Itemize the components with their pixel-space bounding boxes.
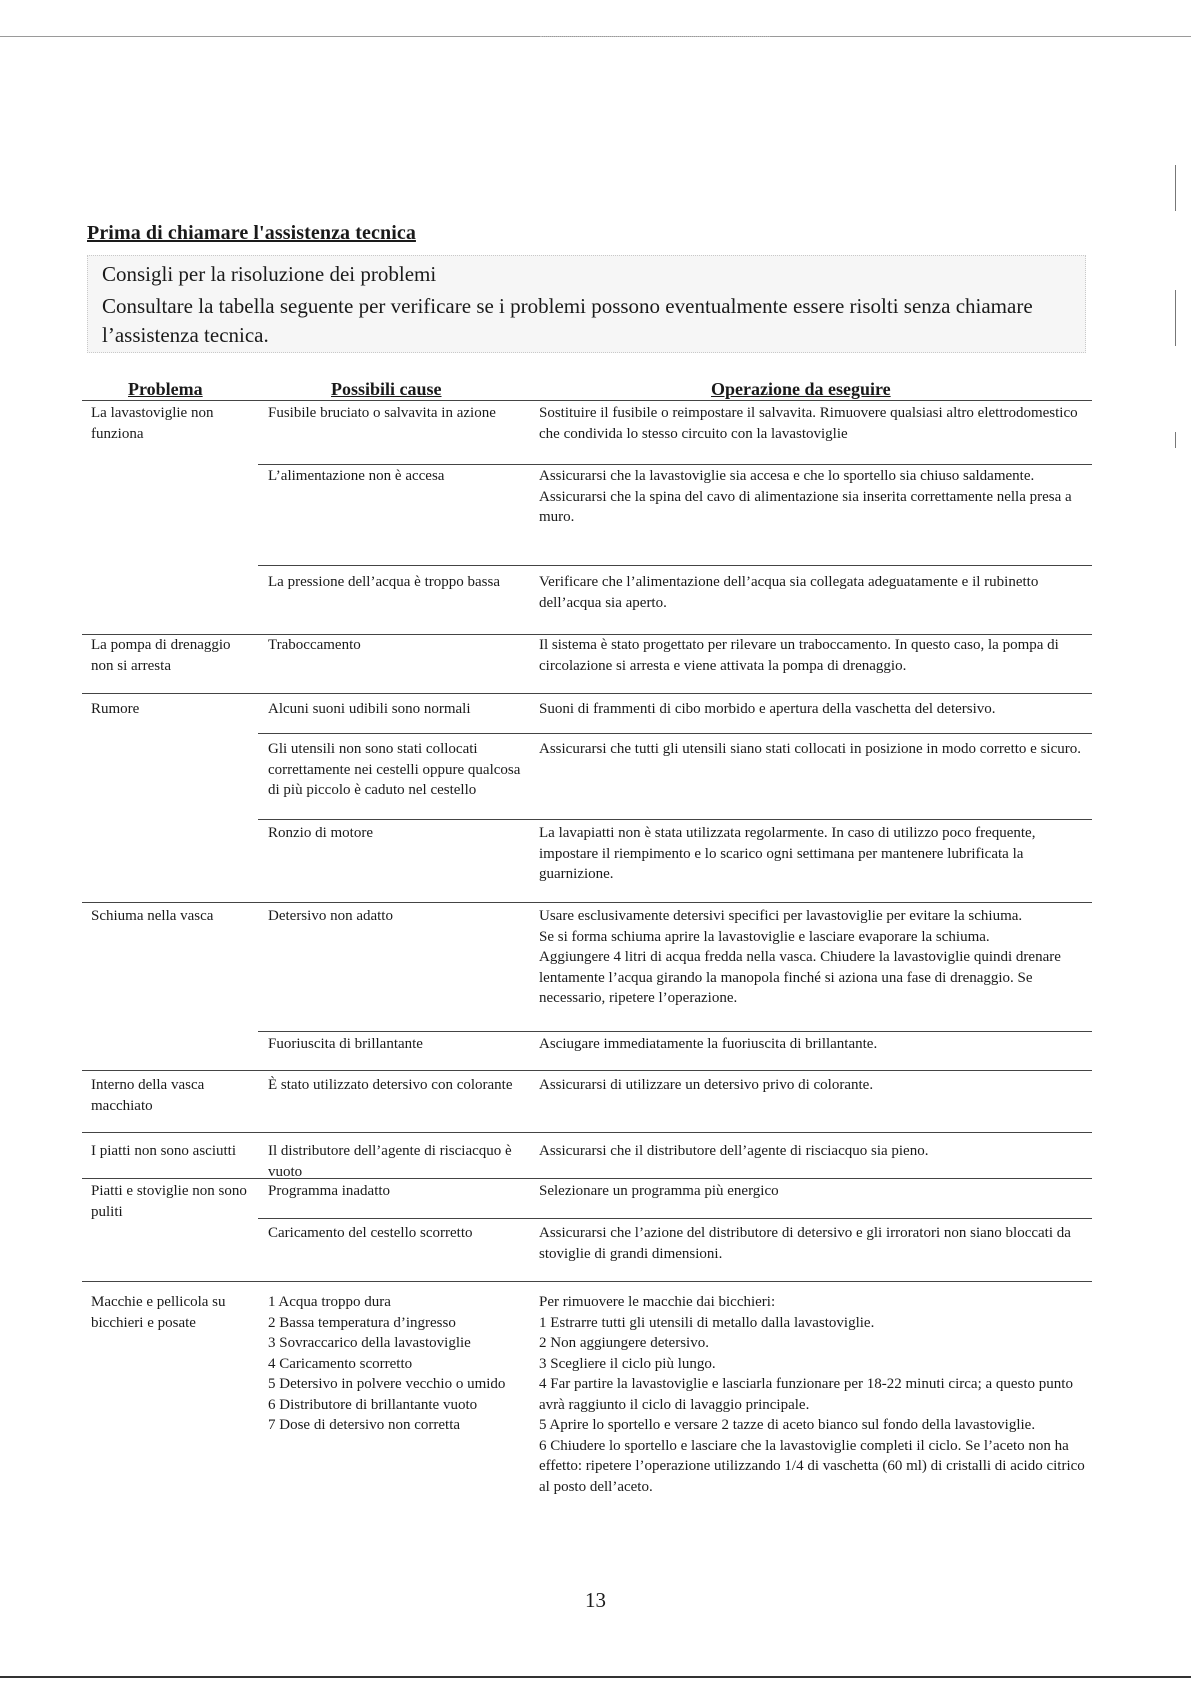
action-cell: La lavapiatti non è stata utilizzata regolarmente. In caso di utilizzo poco frequente, impostare il riempimento e lo scarico ogni settimana per mantenere lubrificata la guarnizione. [539, 825, 1036, 882]
cause-cell: Caricamento del cestello scorretto [268, 1225, 473, 1241]
cause-cell: Traboccamento [268, 637, 361, 653]
margin-mark [1175, 290, 1176, 346]
cause-cell: Il distributore dell’agente di risciacquo è vuoto [268, 1143, 512, 1180]
row-separator [258, 733, 1092, 734]
action-cell: Asciugare immediatamente la fuoriuscita di brillantante. [539, 1036, 878, 1052]
row-separator [82, 1132, 1092, 1133]
cause-cell: Programma inadatto [268, 1183, 391, 1199]
cause-cell: Detersivo non adatto [268, 908, 393, 924]
cause-cell: La pressione dell’acqua è troppo bassa [268, 574, 500, 590]
top-dotted-rule [540, 36, 770, 37]
row-separator [258, 1031, 1092, 1032]
row-separator [82, 1070, 1092, 1071]
problem-cell: I piatti non sono asciutti [91, 1143, 236, 1159]
action-cell: Per rimuovere le macchie dai bicchieri: 1 Estrarre tutti gli utensili di metallo dalla lavastoviglie. 2 Non aggiungere detersivo. 3 Scegliere il ciclo più lungo. 4 Far partire la lavastoviglie e lasciarla funzionare per 18-22 minuti circa; a questo punto avrà raggiunto il ciclo di lavaggio principale. 5 Aprire lo sportello e versare 2 tazze di aceto bianco sul fondo della lavastoviglie. 6 Chiudere lo sportello e lasciare che la lavastoviglie completi il ciclo. Se l’aceto non ha effetto: ripetere l’operazione utilizzando 1/4 di vaschetta (60 ml) di cristalli di acido citrico al posto dell’aceto. [539, 1294, 1085, 1495]
action-cell: Suoni di frammenti di cibo morbido e apertura della vaschetta del detersivo. [539, 701, 996, 717]
cause-cell: Fusibile bruciato o salvavita in azione [268, 405, 496, 421]
problem-cell: La lavastoviglie non funziona [91, 405, 214, 442]
action-cell: Sostituire il fusibile o reimpostare il salvavita. Rimuovere qualsiasi altro elettrodomestico che condivida lo stesso circuito con la lavastoviglie [539, 405, 1078, 442]
cause-cell: Alcuni suoni udibili sono normali [268, 701, 471, 717]
row-separator [82, 693, 1092, 694]
margin-mark [1175, 165, 1176, 211]
action-cell: Assicurarsi che l’azione del distributore di detersivo e gli irroratori non siano bloccati da stoviglie di grandi dimensioni. [539, 1225, 1071, 1262]
problem-cell: Rumore [91, 701, 140, 717]
intro-box [87, 255, 1086, 353]
cause-cell: 1 Acqua troppo dura 2 Bassa temperatura d’ingresso 3 Sovraccarico della lavastoviglie 4 Caricamento scorretto 5 Detersivo in polvere vecchio o umido 6 Distributore di brillantante vuoto 7 Dose di detersivo non corretta [268, 1294, 506, 1433]
bottom-rule [0, 1676, 1191, 1678]
page-number: 13 [585, 1588, 606, 1612]
header-rule [82, 400, 1092, 401]
problem-cell: Macchie e pellicola su bicchieri e posate [91, 1294, 226, 1331]
cause-cell: Ronzio di motore [268, 825, 373, 841]
margin-mark [1175, 432, 1176, 448]
row-separator [82, 1178, 1092, 1179]
action-cell: Assicurarsi di utilizzare un detersivo privo di colorante. [539, 1077, 874, 1093]
row-separator [258, 819, 1092, 820]
row-separator [82, 902, 1092, 903]
problem-cell: Interno della vasca macchiato [91, 1077, 205, 1114]
section-description: Consultare la tabella seguente per verificare se i problemi possono eventualmente essere risolti senza chiamare l’assistenza tecnica. [102, 294, 1033, 347]
action-cell: Il sistema è stato progettato per rilevare un traboccamento. In questo caso, la pompa di circolazione si arresta e viene attivata la pompa di drenaggio. [539, 637, 1059, 674]
cause-cell: L’alimentazione non è accesa [268, 468, 445, 484]
column-header-problem: Problema [128, 379, 203, 399]
problem-cell: Schiuma nella vasca [91, 908, 214, 924]
problem-cell: Piatti e stoviglie non sono puliti [91, 1183, 247, 1220]
row-separator [82, 1281, 1092, 1282]
action-cell: Assicurarsi che tutti gli utensili siano stati collocati in posizione in modo corretto e sicuro. [539, 741, 1081, 757]
row-separator [258, 464, 1092, 465]
action-cell: Assicurarsi che la lavastoviglie sia accesa e che lo sportello sia chiuso saldamente. Assicurarsi che la spina del cavo di alimentazione sia inserita correttamente nella presa a muro. [539, 468, 1072, 525]
cause-cell: Fuoriuscita di brillantante [268, 1036, 423, 1052]
column-header-causes: Possibili cause [331, 379, 442, 399]
row-separator [258, 1218, 1092, 1219]
action-cell: Usare esclusivamente detersivi specifici per lavastoviglie per evitare la schiuma. Se si forma schiuma aprire la lavastoviglie e lasciare evaporare la schiuma. Aggiungere 4 litri di acqua fredda nella vasca. Chiudere la lavastoviglie quindi drenare lentamente l’acqua girando la manopola finché si aziona una fase di drenaggio. Se necessario, ripetere l’operazione. [539, 908, 1061, 1006]
problem-cell: La pompa di drenaggio non si arresta [91, 637, 231, 674]
column-header-action: Operazione da eseguire [711, 379, 891, 399]
page-title: Prima di chiamare l'assistenza tecnica [87, 222, 416, 244]
action-cell: Assicurarsi che il distributore dell’agente di risciacquo sia pieno. [539, 1143, 929, 1159]
cause-cell: Gli utensili non sono stati collocati correttamente nei cestelli oppure qualcosa di più piccolo è caduto nel cestello [268, 741, 521, 798]
row-separator [258, 565, 1092, 566]
action-cell: Selezionare un programma più energico [539, 1183, 779, 1199]
section-subtitle: Consigli per la risoluzione dei problemi [102, 262, 437, 286]
cause-cell: È stato utilizzato detersivo con colorante [268, 1077, 513, 1093]
action-cell: Verificare che l’alimentazione dell’acqua sia collegata adeguatamente e il rubinetto dell’acqua sia aperto. [539, 574, 1039, 611]
